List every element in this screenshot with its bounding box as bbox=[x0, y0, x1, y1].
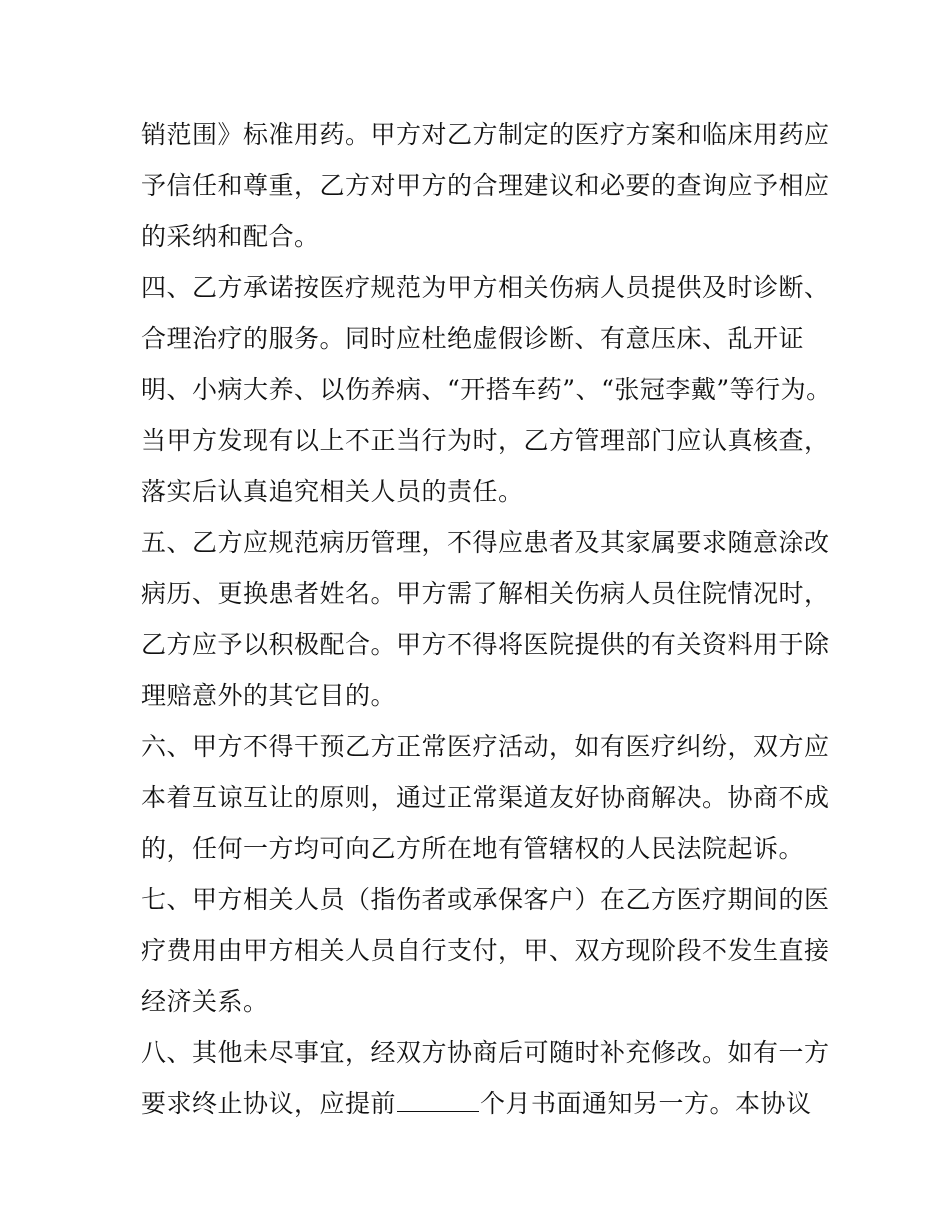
text-line: 予信任和尊重，乙方对甲方的合理建议和必要的查询应予相应 bbox=[141, 171, 830, 200]
text-line: 乙方应予以积极配合。甲方不得将医院提供的有关资料用于除 bbox=[141, 630, 830, 659]
fill-in-blank bbox=[397, 1089, 479, 1112]
clause-8-line: 八、其他未尽事宜，经双方协商后可随时补充修改。如有一方 bbox=[141, 1038, 830, 1067]
text-line: 明、小病大养、以伤养病、“开搭车药”、“张冠李戴”等行为。 bbox=[141, 375, 832, 404]
clause-5-line: 五、乙方应规范病历管理，不得应患者及其家属要求随意涂改 bbox=[141, 528, 830, 557]
clause-7-line: 七、甲方相关人员（指伤者或承保客户）在乙方医疗期间的医 bbox=[141, 885, 830, 914]
text-line: 经济关系。 bbox=[141, 987, 269, 1016]
text-line: 的，任何一方均可向乙方所在地有管辖权的人民法院起诉。 bbox=[141, 834, 805, 863]
text-line: 病历、更换患者姓名。甲方需了解相关伤病人员住院情况时， bbox=[141, 579, 830, 608]
text-line: 合理治疗的服务。同时应杜绝虚假诊断、有意压床、乱开证 bbox=[141, 324, 805, 353]
text-segment: 要求终止协议，应提前 bbox=[141, 1089, 397, 1118]
text-segment: 个月书面通知另一方。本协议 bbox=[480, 1089, 812, 1118]
text-line: 疗费用由甲方相关人员自行支付，甲、双方现阶段不发生直接 bbox=[141, 936, 830, 965]
clause-4-line: 四、乙方承诺按医疗规范为甲方相关伤病人员提供及时诊断、 bbox=[141, 273, 830, 302]
clause-6-line: 六、甲方不得干预乙方正常医疗活动，如有医疗纠纷，双方应 bbox=[141, 732, 830, 761]
text-line: 理赔意外的其它目的。 bbox=[141, 681, 397, 710]
text-line: 落实后认真追究相关人员的责任。 bbox=[141, 477, 524, 506]
agreement-text bbox=[141, 109, 832, 1129]
text-line-with-blank bbox=[141, 1078, 821, 1129]
text-line: 的采纳和配合。 bbox=[141, 222, 320, 251]
text-line: 销范围》标准用药。甲方对乙方制定的医疗方案和临床用药应 bbox=[141, 120, 830, 149]
text-line: 当甲方发现有以上不正当行为时，乙方管理部门应认真核查， bbox=[141, 426, 830, 455]
text-line: 本着互谅互让的原则，通过正常渠道友好协商解决。协商不成 bbox=[141, 783, 830, 812]
